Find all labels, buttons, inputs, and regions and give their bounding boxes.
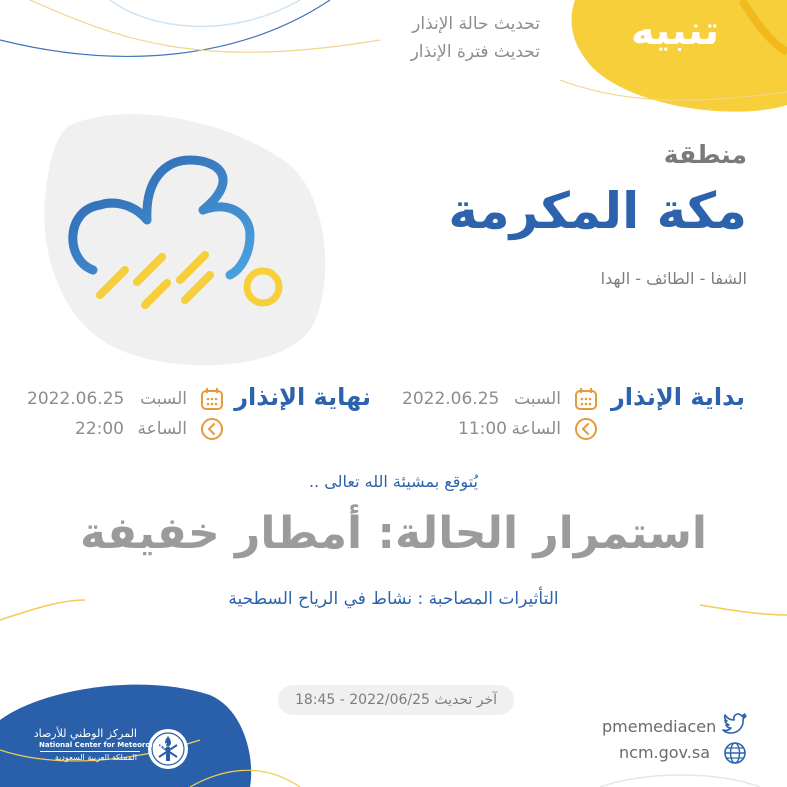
chevron-clock-icon (200, 417, 224, 441)
last-update-pill: آخر تحديث 2022/06/25 - 18:45 (278, 685, 514, 715)
cloud-rain-icon (55, 140, 295, 340)
twitter-handle[interactable]: pmemediacen (602, 717, 717, 736)
calendar-icon (200, 387, 224, 411)
status-update-line: تحديث حالة الإنذار (412, 14, 540, 34)
chevron-clock-icon (574, 417, 598, 441)
effects-text: التأثيرات المصاحبة : نشاط في الرياح السطحية (228, 589, 559, 609)
end-time: 22:00 (75, 419, 124, 439)
org-divider (40, 751, 140, 752)
org-name-en: National Center for Meteorology (39, 741, 167, 749)
start-date: 2022.06.25 (402, 389, 500, 409)
region-label: منطقة (663, 140, 747, 169)
twitter-icon[interactable] (722, 712, 748, 734)
website-link[interactable]: ncm.gov.sa (619, 743, 711, 762)
headline: استمرار الحالة: أمطار خفيفة (80, 508, 707, 559)
expectation-text: يُتوقع بمشيئة الله تعالى .. (309, 472, 478, 491)
org-country-ar: المملكة العربية السعودية (54, 753, 137, 762)
org-name-ar: المركز الوطني للأرصاد (33, 727, 137, 740)
alert-badge-label: تنبيه (630, 8, 720, 54)
period-update-line: تحديث فترة الإنذار (410, 42, 540, 62)
calendar-icon (574, 387, 598, 411)
start-time-label: الساعة (511, 419, 561, 439)
start-time: 11:00 (458, 419, 507, 439)
end-day: السبت (140, 389, 187, 409)
subareas-list: الشفا - الطائف - الهدا (600, 269, 747, 288)
end-date: 2022.06.25 (27, 389, 125, 409)
start-title: بداية الإنذار (610, 383, 745, 411)
globe-icon[interactable] (723, 741, 747, 765)
end-title: نهاية الإنذار (234, 383, 371, 411)
start-day: السبت (514, 389, 561, 409)
ncm-emblem-icon (146, 727, 190, 771)
region-name: مكة المكرمة (448, 182, 747, 240)
end-time-label: الساعة (137, 419, 187, 439)
